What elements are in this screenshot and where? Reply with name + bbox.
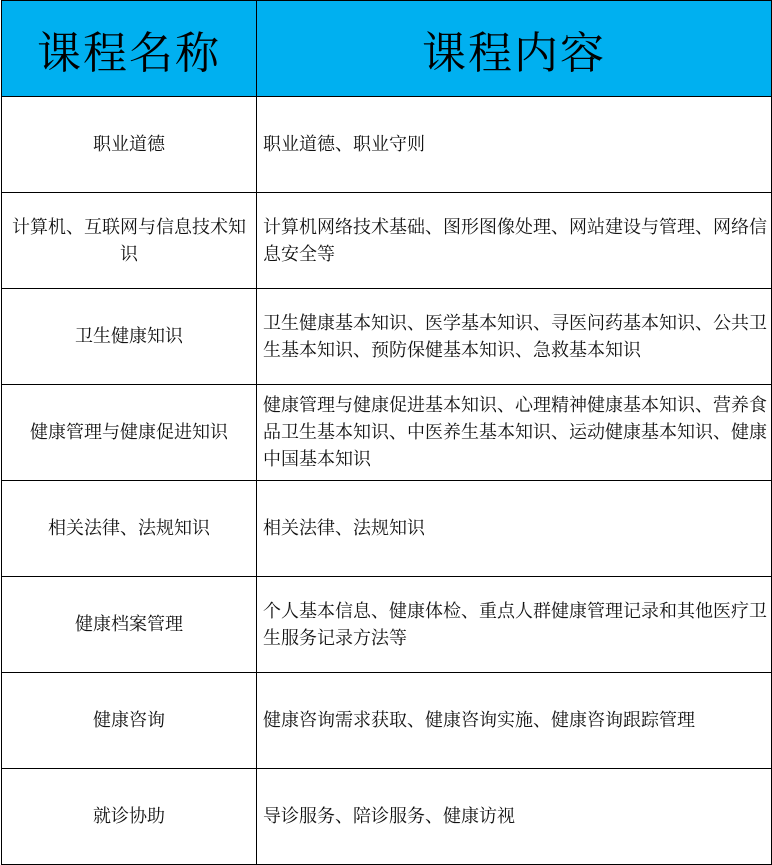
table-row: [2, 289, 772, 385]
course-content-cell: 相关法律、法规知识: [257, 481, 772, 577]
table-row: [2, 481, 772, 577]
course-content-cell: 卫生健康基本知识、医学基本知识、寻医问药基本知识、公共卫生基本知识、预防保健基本知识、急救基本知识: [257, 289, 772, 385]
course-content-cell: 个人基本信息、健康体检、重点人群健康管理记录和其他医疗卫生服务记录方法等: [257, 577, 772, 673]
course-name-cell: 健康管理与健康促进知识: [2, 385, 257, 481]
course-name-cell: 健康咨询: [2, 673, 257, 769]
header-course-name: 课程名称: [2, 1, 257, 97]
table-row: [2, 673, 772, 769]
table-row: [2, 193, 772, 289]
course-name-cell: 就诊协助: [2, 769, 257, 865]
header-course-content: 课程内容: [257, 1, 772, 97]
course-content-cell: 导诊服务、陪诊服务、健康访视: [257, 769, 772, 865]
table-row: [2, 385, 772, 481]
course-content-cell: 健康咨询需求获取、健康咨询实施、健康咨询跟踪管理: [257, 673, 772, 769]
course-name-cell: 计算机、互联网与信息技术知识: [2, 193, 257, 289]
course-content-cell: 职业道德、职业守则: [257, 97, 772, 193]
course-name-cell: 卫生健康知识: [2, 289, 257, 385]
table-row: [2, 97, 772, 193]
course-name-cell: 职业道德: [2, 97, 257, 193]
table-row: [2, 769, 772, 865]
course-content-cell: 计算机网络技术基础、图形图像处理、网站建设与管理、网络信息安全等: [257, 193, 772, 289]
table-row: [2, 577, 772, 673]
course-name-cell: 相关法律、法规知识: [2, 481, 257, 577]
header-row: [2, 1, 772, 97]
course-name-cell: 健康档案管理: [2, 577, 257, 673]
course-table: [1, 0, 772, 865]
course-content-cell: 健康管理与健康促进基本知识、心理精神健康基本知识、营养食品卫生基本知识、中医养生基本知识、运动健康基本知识、健康中国基本知识: [257, 385, 772, 481]
